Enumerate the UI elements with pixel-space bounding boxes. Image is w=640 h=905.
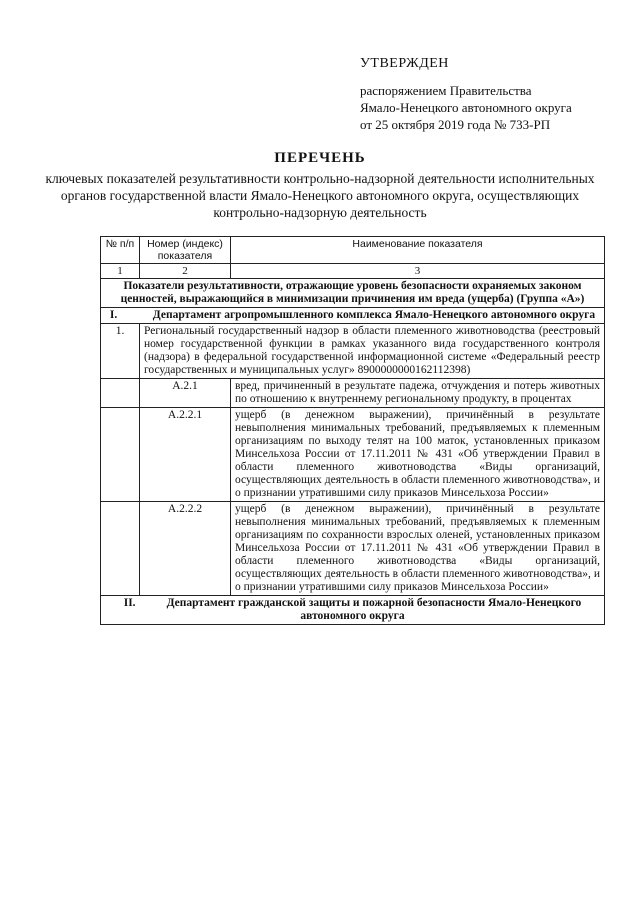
indicators-table <box>100 236 605 625</box>
indicator-name: ущерб (в денежном выражении), причинённый в результате невыполнения минимальных требований, предъявляемых к племенным организациям по сохранности взрослых оленей, установленных приказом Минсельхоза России от 17.11.2011 № 431 «Об утверждении Правил в области племенного животноводства «Виды организаций, осуществляющих деятельность в области племенного животноводства», и о признании утратившими силу приказов Минсельхоза России» <box>231 502 605 596</box>
approval-line: от 25 октября 2019 года № 733-РП <box>360 117 551 132</box>
indicator-index: А.2.2.1 <box>140 408 231 502</box>
department-cell <box>101 596 605 625</box>
row-number: 1. <box>101 324 140 379</box>
group-a-title: Показатели результативности, отражающие уровень безопасности охраняемых законом ценностей, выражающийся в минимизации причинения им вреда (ущерба) (Группа «А») <box>101 279 605 308</box>
row-number <box>101 502 140 596</box>
department-name: Департамент агропромышленного комплекса Ямало-Ненецкого автономного округа <box>152 309 596 321</box>
indicator-index: А.2.2.2 <box>140 502 231 596</box>
table-row <box>101 502 605 596</box>
indicator-index: А.2.1 <box>140 379 231 408</box>
table-row <box>101 324 605 379</box>
department-row <box>101 596 605 625</box>
department-name: Департамент гражданской защиты и пожарной безопасности Ямало-Ненецкого автономного округа <box>166 597 582 622</box>
row-text: Региональный государственный надзор в области племенного животноводства (реестровый номер государственной функции в рамках указанного вида государственного контроля (надзора) в федеральной государственной информационной системе «Федеральный реестр государственных и муниципальных услуг» 8900000000162112398) <box>140 324 605 379</box>
department-cell <box>101 308 605 324</box>
table-header-row <box>101 237 605 264</box>
header-name: Наименование показателя <box>231 237 605 264</box>
table-row <box>101 408 605 502</box>
indicator-name: ущерб (в денежном выражении), причинённый в результате невыполнения минимальных требований, предъявляемых к племенным организациям по выходу телят на 100 маток, установленных приказом Минсельхоза России от 17.11.2011 № 431 «Об утверждении Правил в области племенного животноводства «Виды организаций, осуществляющих деятельность в области племенного животноводства», и о признании утратившими силу приказов Минсельхоза России» <box>231 408 605 502</box>
title-heading: ПЕРЕЧЕНЬ <box>274 150 366 166</box>
approval-stamp: УТВЕРЖДЕН <box>360 56 449 71</box>
row-number <box>101 408 140 502</box>
department-number: II. <box>123 597 136 609</box>
header-number: № п/п <box>101 237 140 264</box>
approval-line: распоряжением Правительства <box>360 83 532 98</box>
column-number: 2 <box>140 264 231 279</box>
title-subtitle: ключевых показателей результативности контрольно-надзорной деятельности исполнительных органов государственной власти Ямало-Ненецкого автономного округа, осуществляющих контрольно-надзорную деятельность <box>45 171 595 220</box>
header-index: Номер (индекс) показателя <box>140 237 231 264</box>
department-number: I. <box>109 309 118 321</box>
approval-line: Ямало-Ненецкого автономного округа <box>360 100 572 115</box>
table-row <box>101 379 605 408</box>
approval-block <box>360 55 630 133</box>
department-row <box>101 308 605 324</box>
column-number: 1 <box>101 264 140 279</box>
document-title <box>0 150 640 221</box>
row-number <box>101 379 140 408</box>
column-number-row <box>101 264 605 279</box>
group-a-row <box>101 279 605 308</box>
indicator-name: вред, причиненный в результате падежа, отчуждения и потерь животных по отношению к внутреннему региональному продукту, в процентах <box>231 379 605 408</box>
column-number: 3 <box>231 264 605 279</box>
